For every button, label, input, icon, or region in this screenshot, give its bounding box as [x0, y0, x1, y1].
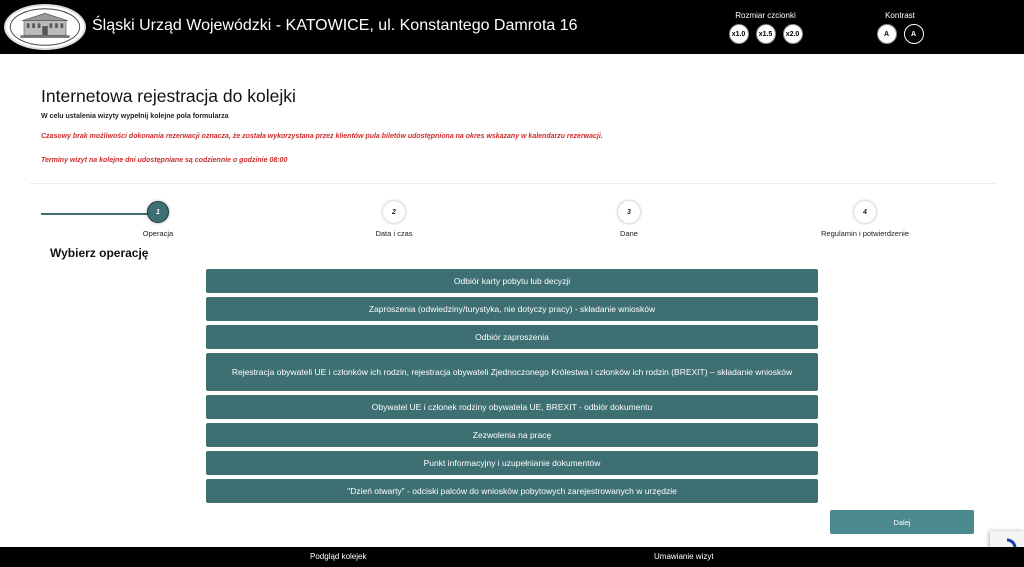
- step-number: 4: [854, 201, 876, 223]
- next-button[interactable]: Dalej: [830, 510, 974, 534]
- step-label: Data i czas: [375, 229, 413, 238]
- operation-button-open-day[interactable]: "Dzień otwarty" - odciski palców do wniosków pobytowych zarejestrowanych w urzędzie: [206, 479, 818, 503]
- availability-notice: Czasowy brak możliwości dokonania rezerwacji oznacza, że została wykorzystana przez klientów pula biletów udostępniona na okres wskazany w kalendarzu rezerwacji.: [41, 133, 603, 140]
- step-data: [549, 201, 709, 238]
- page-title: Internetowa rejestracja do kolejki: [41, 86, 296, 106]
- section-title: Wybierz operację: [50, 246, 149, 260]
- operation-button-eu-document-pickup[interactable]: Obywatel UE i członek rodziny obywatela UE, BREXIT - odbiór dokumentu: [206, 395, 818, 419]
- site-title: Śląski Urząd Wojewódzki - KATOWICE, ul. Konstantego Damrota 16: [92, 17, 578, 34]
- operation-button-info-point[interactable]: Punkt informacyjny i uzupełnianie dokumentów: [206, 451, 818, 475]
- contrast-normal-button[interactable]: A: [877, 24, 897, 44]
- step-label: Dane: [620, 229, 638, 238]
- step-number: 1: [147, 201, 169, 223]
- queue-preview-link[interactable]: Podgląd kolejek: [310, 552, 367, 561]
- font-size-x1-5-button[interactable]: x1.5: [756, 24, 776, 44]
- office-logo-icon: [4, 4, 86, 50]
- header-bar: [0, 0, 1024, 54]
- operation-button-residence-card-pickup[interactable]: Odbiór karty pobytu lub decyzji: [206, 269, 818, 293]
- step-label: Regulamin i potwierdzenie: [821, 229, 909, 238]
- contrast-high-button[interactable]: A: [904, 24, 924, 44]
- divider: [30, 183, 996, 184]
- step-operation: [78, 201, 238, 238]
- operation-button-invitations-submit[interactable]: Zaproszenia (odwiedziny/turystyka, nie dotyczy pracy) - składanie wniosków: [206, 297, 818, 321]
- font-size-controls: [718, 11, 813, 44]
- operation-button-eu-registration[interactable]: Rejestracja obywateli UE i członków ich rodzin, rejestracja obywateli Zjednoczonego Królestwa i członków ich rodzin (BREXIT) – składanie wniosków: [206, 353, 818, 391]
- font-size-x2-button[interactable]: x2.0: [783, 24, 803, 44]
- contrast-label: Kontrast: [885, 11, 915, 20]
- step-terms-confirmation: [785, 201, 945, 238]
- step-number: 3: [618, 201, 640, 223]
- operation-button-invitation-pickup[interactable]: Odbiór zaproszenia: [206, 325, 818, 349]
- font-size-x1-button[interactable]: x1.0: [729, 24, 749, 44]
- schedule-notice: Terminy wizyt na kolejne dni udostępniane są codziennie o godzinie 08:00: [41, 157, 288, 164]
- contrast-controls: [868, 11, 932, 44]
- step-date-time: [314, 201, 474, 238]
- operation-button-work-permits[interactable]: Zezwolenia na pracę: [206, 423, 818, 447]
- step-number: 2: [383, 201, 405, 223]
- font-size-label: Rozmiar czcionki: [735, 11, 796, 20]
- main-content: [0, 54, 1024, 547]
- step-label: Operacja: [142, 229, 174, 238]
- page-subtitle: W celu ustalenia wizyty wypełnij kolejne pola formularza: [41, 113, 229, 120]
- operation-list: [206, 269, 818, 507]
- appointment-booking-link[interactable]: Umawianie wizyt: [654, 552, 714, 561]
- footer-bar: [0, 547, 1024, 567]
